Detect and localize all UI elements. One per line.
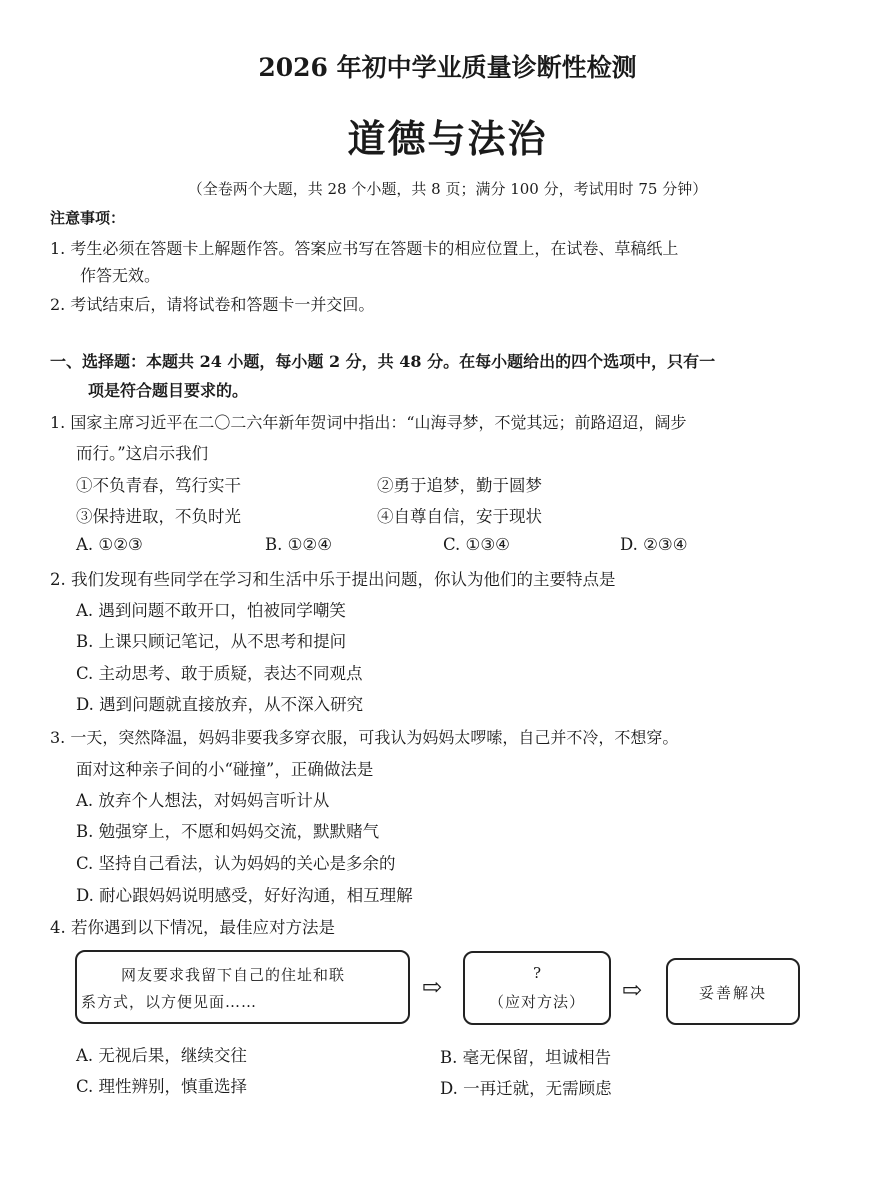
q1-stem: 1. 国家主席习近平在二〇二六年新年贺词中指出：“山海寻梦，不觉其远；前路迢迢，阔步 bbox=[50, 413, 687, 432]
q4-choice-c[interactable]: C. 理性辨别，慎重选择 bbox=[76, 1077, 248, 1096]
q2-choice-b[interactable]: B. 上课只顾记笔记，从不思考和提问 bbox=[76, 632, 347, 651]
q4-choice-b[interactable]: B. 毫无保留，坦诚相告 bbox=[440, 1048, 612, 1067]
notice-item-2: 2. 考试结束后，请将试卷和答题卡一并交回。 bbox=[50, 295, 375, 314]
q1-option-4: ④自尊自信，安于现状 bbox=[377, 507, 542, 526]
q2-choice-c[interactable]: C. 主动思考、敢于质疑，表达不同观点 bbox=[76, 664, 363, 683]
q3-choice-d[interactable]: D. 耐心跟妈妈说明感受，好好沟通，相互理解 bbox=[76, 886, 413, 905]
q2-stem: 2. 我们发现有些同学在学习和生活中乐于提出问题，你认为他们的主要特点是 bbox=[50, 570, 616, 589]
q4-choice-d[interactable]: D. 一再迁就，无需顾虑 bbox=[440, 1079, 612, 1098]
q3-stem: 3. 一天，突然降温，妈妈非要我多穿衣服，可我认为妈妈太啰嗦，自己并不冷，不想穿。 bbox=[50, 728, 679, 747]
q1-choice-c[interactable]: C. ①③④ bbox=[443, 535, 510, 554]
scenario-text-line-2: 系方式，以方便见面…… bbox=[81, 993, 258, 1011]
q2-choice-d[interactable]: D. 遇到问题就直接放弃，从不深入研究 bbox=[76, 695, 364, 714]
method-question-mark: ? bbox=[532, 964, 542, 982]
q1-stem-cont: 而行。”这启示我们 bbox=[76, 444, 209, 463]
section-heading-cont: 项是符合题目要求的。 bbox=[88, 381, 249, 400]
exam-info: （全卷两个大题，共 28 个小题，共 8 页；满分 100 分，考试用时 75 分钟） bbox=[187, 180, 708, 198]
q3-stem-cont: 面对这种亲子间的小“碰撞”，正确做法是 bbox=[76, 760, 374, 779]
method-label: （应对方法） bbox=[488, 993, 585, 1011]
notice-item-1-cont: 作答无效。 bbox=[80, 266, 161, 285]
q4-choice-a[interactable]: A. 无视后果，继续交往 bbox=[76, 1046, 247, 1065]
q3-choice-c[interactable]: C. 坚持自己看法，认为妈妈的关心是多余的 bbox=[76, 854, 396, 873]
q1-option-2: ②勇于追梦，勤于圆梦 bbox=[377, 476, 542, 495]
flow-arrow-icon: ⇨ bbox=[622, 976, 643, 1004]
q1-choice-d[interactable]: D. ②③④ bbox=[620, 535, 688, 554]
q1-option-3: ③保持进取，不负时光 bbox=[76, 507, 241, 526]
scenario-text-line-1: 网友要求我留下自己的住址和联 bbox=[121, 966, 346, 984]
exam-title: 2026 年初中学业质量诊断性检测 bbox=[258, 53, 637, 82]
flow-arrow-icon: ⇨ bbox=[422, 973, 443, 1001]
q1-choice-b[interactable]: B. ①②④ bbox=[265, 535, 332, 554]
method-box bbox=[463, 951, 611, 1025]
q3-choice-a[interactable]: A. 放弃个人想法，对妈妈言听计从 bbox=[76, 791, 330, 810]
q1-option-1: ①不负青春，笃行实干 bbox=[76, 476, 241, 495]
q2-choice-a[interactable]: A. 遇到问题不敢开口，怕被同学嘲笑 bbox=[76, 601, 346, 620]
notice-item-1: 1. 考生必须在答题卡上解题作答。答案应书写在答题卡的相应位置上，在试卷、草稿纸上 bbox=[50, 239, 679, 258]
result-label: 妥善解决 bbox=[698, 984, 767, 1002]
section-heading: 一、选择题：本题共 24 小题，每小题 2 分，共 48 分。在每小题给出的四个选项中，只有一 bbox=[50, 352, 716, 371]
notice-heading: 注意事项： bbox=[50, 209, 126, 227]
q4-stem: 4. 若你遇到以下情况，最佳应对方法是 bbox=[50, 918, 335, 937]
scenario-box bbox=[75, 950, 410, 1024]
q1-choice-a[interactable]: A. ①②③ bbox=[76, 535, 143, 554]
subject-title: 道德与法治 bbox=[347, 116, 548, 161]
q3-choice-b[interactable]: B. 勉强穿上，不愿和妈妈交流，默默赌气 bbox=[76, 822, 380, 841]
result-box bbox=[666, 958, 800, 1025]
